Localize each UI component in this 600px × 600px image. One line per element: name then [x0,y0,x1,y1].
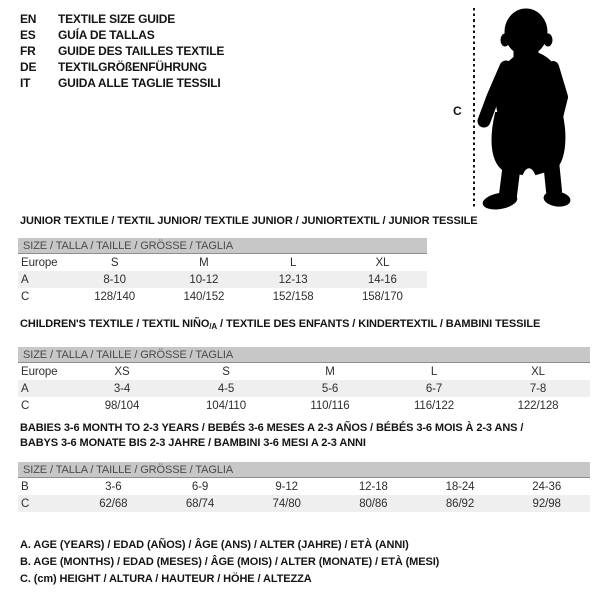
table-row [18,288,427,305]
section-heading: BABIES 3-6 MONTH TO 2-3 YEARS / BEBÉS 3-6 MESES A 2-3 AÑOS / BÉBÉS 3-6 MOIS À 2-3 ANS / BABYS 3-6 MONATE BIS 2-3 JAHRE / BAMBINI 3-6 MESI A 2-3 ANNI [20,422,524,449]
size-header-bar: SIZE / TALLA / TAILLE / GRÖSSE / TAGLIA [18,238,427,254]
row-label: A [21,273,29,286]
size-cell: 140/152 [183,290,225,303]
size-table-junior [18,238,427,305]
size-cell: 62/68 [99,497,128,510]
size-cell: 104/110 [205,399,247,412]
size-cell: 9-12 [275,480,298,493]
language-title: GUIDA ALLE TAGLIE TESSILI [58,76,221,90]
size-cell: 7-8 [529,382,547,395]
size-cell: 152/158 [272,290,314,303]
size-table-babies [18,462,590,512]
language-code: DE [20,60,37,74]
size-cell: 4-5 [217,382,235,395]
size-cell: 12-18 [358,480,388,493]
section-heading: JUNIOR TEXTILE / TEXTIL JUNIOR/ TEXTILE JUNIOR / JUNIORTEXTIL / JUNIOR TESSILE [20,215,478,227]
size-cell: 92/98 [532,497,561,510]
size-cell: 5-6 [321,382,339,395]
size-header-bar: SIZE / TALLA / TAILLE / GRÖSSE / TAGLIA [18,347,590,363]
row-label: C [21,497,30,510]
size-cell: 6-9 [191,480,209,493]
size-cell: 74/80 [272,497,301,510]
size-cell: 10-12 [189,273,219,286]
size-cell: 122/128 [517,399,559,412]
legend [20,537,439,588]
row-label: C [21,399,30,412]
language-title: GUIDE DES TAILLES TEXTILE [58,44,225,58]
table-row [18,380,590,397]
size-cell: S [222,365,230,378]
language-title: TEXTILGRÖßENFÜHRUNG [58,60,207,74]
language-row [20,43,224,59]
size-cell: 110/116 [310,399,350,412]
size-cell: 86/92 [445,497,475,510]
size-cell: L [430,365,438,378]
size-cell: 128/140 [94,290,136,303]
size-cell: 14-16 [367,273,397,286]
row-label: C [21,290,30,303]
table-row [18,478,590,495]
size-cell: XS [114,365,130,378]
table-row [18,254,427,271]
size-cell: 68/74 [185,497,215,510]
table-row [18,271,427,288]
table-row [18,363,590,380]
height-figure [440,0,600,215]
table-row [18,495,590,512]
size-cell: XL [375,256,390,269]
height-label-c: C [453,104,462,118]
size-cell: 158/170 [361,290,403,303]
language-title: GUÍA DE TALLAS [58,28,155,42]
language-row [20,27,224,43]
size-cell: 116/122 [413,399,455,412]
size-cell: 98/104 [104,399,140,412]
size-table-children [18,347,590,414]
section-heading: CHILDREN'S TEXTILE / TEXTIL $NIÑO_{/A}$ / TEXTILE DES ENFANTS / KINDERTEXTIL / BAMBINI TESSILE [20,318,541,331]
size-cell: M [325,365,335,378]
language-row [20,11,224,27]
language-title: TEXTILE SIZE GUIDE [58,12,176,26]
legend-line: C. (cm) HEIGHT / ALTURA / HAUTEUR / HÖHE / ALTEZZA [20,573,312,585]
size-cell: 3-4 [113,382,131,395]
language-code: IT [20,76,31,90]
size-cell: L [289,256,297,269]
legend-line: B. AGE (MONTHS) / EDAD (MESES) / ÂGE (MOIS) / ALTER (MONATE) / ETÀ (MESI) [20,556,440,568]
language-title-list [20,11,224,91]
row-label: Europe [21,256,58,269]
size-cell: 80/86 [359,497,388,510]
legend-line: A. AGE (YEARS) / EDAD (AÑOS) / ÂGE (ANS) / ALTER (JAHRE) / ETÀ (ANNI) [20,539,409,551]
language-row [20,59,224,75]
row-label: Europe [21,365,58,378]
language-code: ES [20,28,36,42]
size-cell: 18-24 [445,480,475,493]
size-cell: 24-36 [532,480,562,493]
size-cell: M [199,256,209,269]
size-cell: XL [531,365,545,378]
size-cell: 12-13 [278,273,308,286]
size-cell: S [110,256,119,269]
language-code: EN [20,12,37,26]
size-header-bar: SIZE / TALLA / TAILLE / GRÖSSE / TAGLIA [18,462,590,478]
language-row [20,75,224,91]
size-cell: 8-10 [103,273,126,286]
baby-silhouette-icon [440,5,600,211]
table-row [18,397,590,414]
row-label: B [21,480,29,493]
row-label: A [21,382,29,395]
language-code: FR [20,44,36,58]
size-cell: 6-7 [425,382,443,395]
size-cell: 3-6 [105,480,122,493]
